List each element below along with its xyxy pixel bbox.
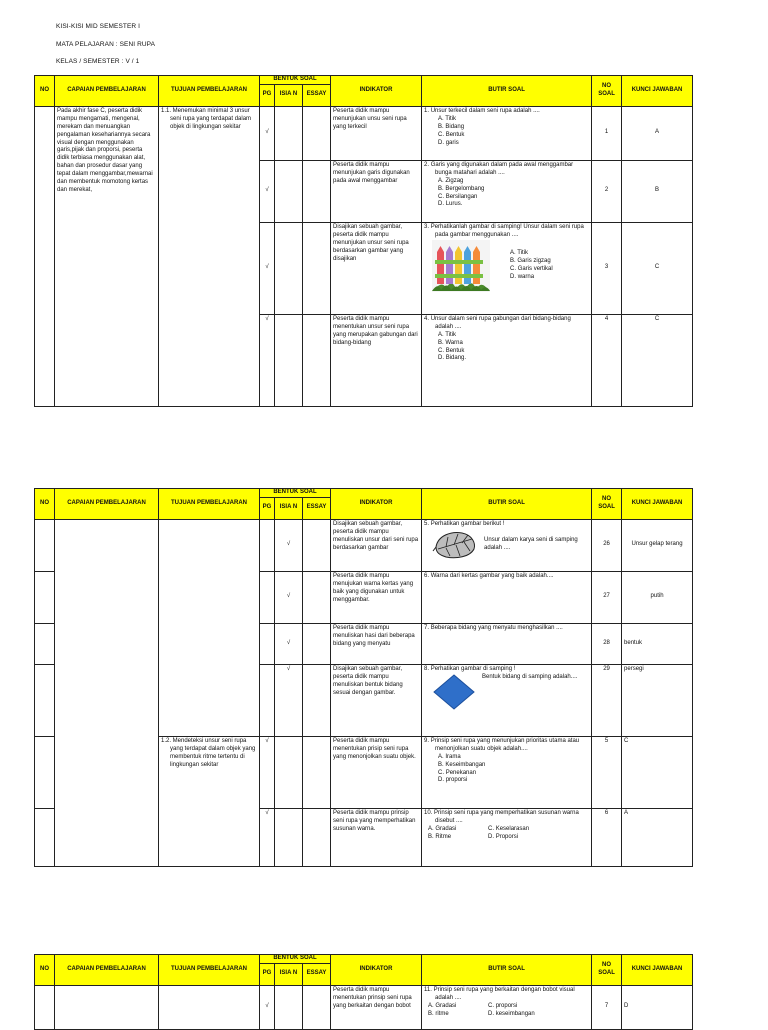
kunci-jawaban: bentuk (622, 623, 693, 664)
col-no: NO (35, 489, 55, 520)
col-pg: PG (260, 84, 275, 106)
question-text: 11. Prinsip seni rupa yang berkaitan dengan bobot visual adalah .... (424, 986, 575, 1001)
col-capaian: CAPAIAN PEMBELAJARAN (55, 955, 159, 986)
option: C. Garis vertikal (510, 265, 553, 272)
question-cell (422, 160, 592, 222)
indikator-cell: Peserta didik mampu menentukan unsur seni rupa yang merupakan gabungan dari bidang-bidang (331, 314, 422, 406)
option: D. Bidang. (438, 355, 467, 362)
no-soal: 26 (592, 519, 622, 571)
col-isian: ISIA N (275, 497, 303, 519)
kisi-table-1 (34, 75, 693, 407)
option: A. Titik (438, 115, 457, 122)
kunci-jawaban: B (622, 160, 693, 222)
option: A. Gradasi (428, 1002, 457, 1009)
option: B. Bergelombang (438, 185, 485, 192)
option: A. Zigzag (438, 177, 464, 184)
question-cell (422, 571, 592, 623)
option: D. Proporsi (488, 833, 519, 840)
question-cell (422, 808, 592, 866)
isian-check: √ (275, 571, 303, 623)
subject-line: MATA PELAJARAN : SENI RUPA (56, 41, 156, 48)
option: B. Garis zigzag (510, 257, 551, 264)
no-soal: 28 (592, 623, 622, 664)
question-text: 9. Prinsip seni rupa yang menunjukan prioritas utama atau menonjolkan suatu objek adalah.... (424, 737, 580, 752)
col-no-soal: NO SOAL (592, 489, 622, 520)
option: B. ritme (428, 1010, 449, 1017)
pg-check: √ (260, 314, 275, 406)
option: B. Warna (438, 339, 463, 346)
capaian-text: Pada akhir fase C, peserta didik mampu mengamati, mengenal, merekam dan menuangkan pengalaman kesehariannya secara visual dengan menggunakan garis,pijak dan proporsi, peserta didik terbiasa menggunakan alat, bahan dan prosedur dasar yang tepat dalam menggambar,mewarnai dan membentuk momotong kertas dan merekat, (55, 106, 159, 406)
question-text: 6. Warna dari kertas gambar yang baik adalah.... (424, 572, 554, 579)
indikator-cell: Peserta didik mampu menunjukan unsu seni rupa yang terkecil (331, 106, 422, 160)
kunci-jawaban: D (622, 985, 693, 1029)
indikator-cell: Peserta didik mampu menentukan prisip seni rupa yang menonjolkan suatu objek. (331, 736, 422, 808)
question-text: 4. Unsur dalam seni rupa gabungan dari bidang-bidang adalah .... (424, 315, 571, 330)
col-tujuan: TUJUAN PEMBELAJARAN (159, 489, 260, 520)
option: C. Bersilangan (438, 193, 478, 200)
question-text: 10. Prinsip seni rupa yang memperhatikan susunan warna disebut .... (424, 809, 579, 824)
question-text: 8. Perhatikan gambar di samping ! (424, 665, 516, 672)
question-text: 5. Perhatikan gambar berikut ! (424, 520, 505, 527)
option: B. Bidang (438, 123, 465, 130)
question-text: 1. Unsur terkecil dalam seni rupa adalah .... (424, 107, 540, 114)
col-kunci: KUNCI JAWABAN (622, 955, 693, 986)
col-tujuan: TUJUAN PEMBELAJARAN (159, 955, 260, 986)
question-cell (422, 664, 592, 736)
leaf-image (432, 529, 478, 561)
option: A. Irama (438, 753, 461, 760)
kisi-table-2 (34, 488, 693, 867)
kisi-table-3 (34, 954, 693, 1030)
question-aside: Bentuk bidang di samping adalah.... (482, 673, 578, 680)
question-cell (422, 106, 592, 160)
kunci-jawaban: C (622, 736, 693, 808)
kunci-jawaban: A (622, 106, 693, 160)
question-cell (422, 985, 592, 1029)
option: D. Lurus. (438, 201, 463, 208)
col-indikator: INDIKATOR (331, 76, 422, 107)
option: A. Titik (510, 249, 529, 256)
col-butir-soal: BUTIR SOAL (422, 955, 592, 986)
option: B. Ritme (428, 833, 452, 840)
col-bentuk-soal: BENTUK SOAL (260, 489, 331, 498)
option: D. garis (438, 139, 459, 146)
no-soal: 6 (592, 808, 622, 866)
col-tujuan: TUJUAN PEMBELAJARAN (159, 76, 260, 107)
kunci-jawaban: persegi (622, 664, 693, 736)
col-butir-soal: BUTIR SOAL (422, 489, 592, 520)
col-no-soal: NO SOAL (592, 76, 622, 107)
option: C. Penekanan (438, 769, 477, 776)
doc-title: KISI-KISI MID SEMESTER I (56, 23, 141, 30)
no-soal: 27 (592, 571, 622, 623)
isian-check: √ (275, 623, 303, 664)
option: C. proporsi (488, 1002, 518, 1009)
isian-check: √ (275, 664, 303, 736)
pg-check: √ (260, 106, 275, 160)
col-pg: PG (260, 497, 275, 519)
pg-check: √ (260, 808, 275, 866)
indikator-cell: Peserta didik mampu menunjukan garis digunakan pada awal menggambar (331, 160, 422, 222)
col-no-soal: NO SOAL (592, 955, 622, 986)
col-essay: ESSAY (303, 84, 331, 106)
no-soal: 5 (592, 736, 622, 808)
question-cell (422, 314, 592, 406)
option: C. Bentuk (438, 131, 465, 138)
question-aside: Unsur dalam karya seni di samping adalah .... (484, 536, 578, 551)
indikator-cell: Peserta didik mampu menentukan prinsip seni rupa yang berkaitan dengan bobot (331, 985, 422, 1029)
col-isian: ISIA N (275, 963, 303, 985)
col-kunci: KUNCI JAWABAN (622, 489, 693, 520)
col-capaian: CAPAIAN PEMBELAJARAN (55, 76, 159, 107)
col-essay: ESSAY (303, 497, 331, 519)
indikator-cell: Disajikan sebuah gambar, peserta didik mampu menuliskan unsur dari seni rupa berdasarkan gambar (331, 519, 422, 571)
col-bentuk-soal: BENTUK SOAL (260, 76, 331, 85)
tujuan-text: 1.1. Menemukan minimal 3 unsur seni rupa yang terdapat dalam objek di lingkungan sekitar (159, 106, 260, 406)
class-semester-line: KELAS / SEMESTER : V / 1 (56, 58, 140, 65)
kunci-jawaban: C (622, 314, 693, 406)
isian-check: √ (275, 519, 303, 571)
fence-image (432, 240, 490, 292)
option: C. Keselarasan (488, 825, 530, 832)
col-no: NO (35, 76, 55, 107)
option: A. Titik (438, 331, 457, 338)
kunci-jawaban: putih (622, 571, 693, 623)
question-cell (422, 623, 592, 664)
col-indikator: INDIKATOR (331, 489, 422, 520)
pg-check: √ (260, 222, 275, 314)
question-text: 3. Perhatikanlah gambar di samping! Unsur dalam seni rupa pada gambar menggunakan .... (424, 223, 584, 238)
option: A. Gradasi (428, 825, 457, 832)
pg-check: √ (260, 160, 275, 222)
col-essay: ESSAY (303, 963, 331, 985)
kunci-jawaban: Unsur gelap terang (622, 519, 693, 571)
option: B. Keseimbangan (438, 761, 486, 768)
col-indikator: INDIKATOR (331, 955, 422, 986)
indikator-cell: Peserta didik mampu menujukan warna kertas yang baik yang digunakan untuk menggambar. (331, 571, 422, 623)
no-soal: 1 (592, 106, 622, 160)
no-soal: 3 (592, 222, 622, 314)
no-soal: 2 (592, 160, 622, 222)
option: D. keseimbangan (488, 1010, 535, 1017)
indikator-cell: Peserta didik mampu menuliskan hasi dari beberapa bidang yang menyatu (331, 623, 422, 664)
no-soal: 7 (592, 985, 622, 1029)
kunci-jawaban: A (622, 808, 693, 866)
tujuan-text: 1.2. Mendeteksi unsur seni rupa yang terdapat dalam objek yang membentuk ritme tertentu di lingkungan sekitar (159, 736, 260, 866)
indikator-cell: Peserta didik mampu prinsip seni rupa yang memperhatikan susunan warna. (331, 808, 422, 866)
pg-check: √ (260, 985, 275, 1029)
col-isian: ISIA N (275, 84, 303, 106)
diamond-image (432, 674, 476, 710)
col-butir-soal: BUTIR SOAL (422, 76, 592, 107)
question-text: 7. Beberapa bidang yang menyatu menghasilkan .... (424, 624, 563, 631)
col-bentuk-soal: BENTUK SOAL (260, 955, 331, 964)
question-cell (422, 222, 592, 314)
no-soal: 4 (592, 314, 622, 406)
col-capaian: CAPAIAN PEMBELAJARAN (55, 489, 159, 520)
pg-check: √ (260, 736, 275, 808)
option: D. warna (510, 273, 535, 280)
question-cell (422, 736, 592, 808)
option: D. proporsi (438, 777, 468, 784)
indikator-cell: Disajikan sebuah gambar, peserta didik mampu menunjukan unsur seni rupa berdasarkan gambar yang disajikan (331, 222, 422, 314)
col-pg: PG (260, 963, 275, 985)
indikator-cell: Disajikan sebuah gambar, peserta didik mampu menuliskan bentuk bidang sesuai dengan gambar. (331, 664, 422, 736)
no-soal: 29 (592, 664, 622, 736)
option: C. Bentuk (438, 347, 465, 354)
col-no: NO (35, 955, 55, 986)
kunci-jawaban: C (622, 222, 693, 314)
col-kunci: KUNCI JAWABAN (622, 76, 693, 107)
question-cell (422, 519, 592, 571)
question-text: 2. Garis yang digunakan dalam pada awal menggambar bunga matahari adalah .... (424, 161, 574, 176)
